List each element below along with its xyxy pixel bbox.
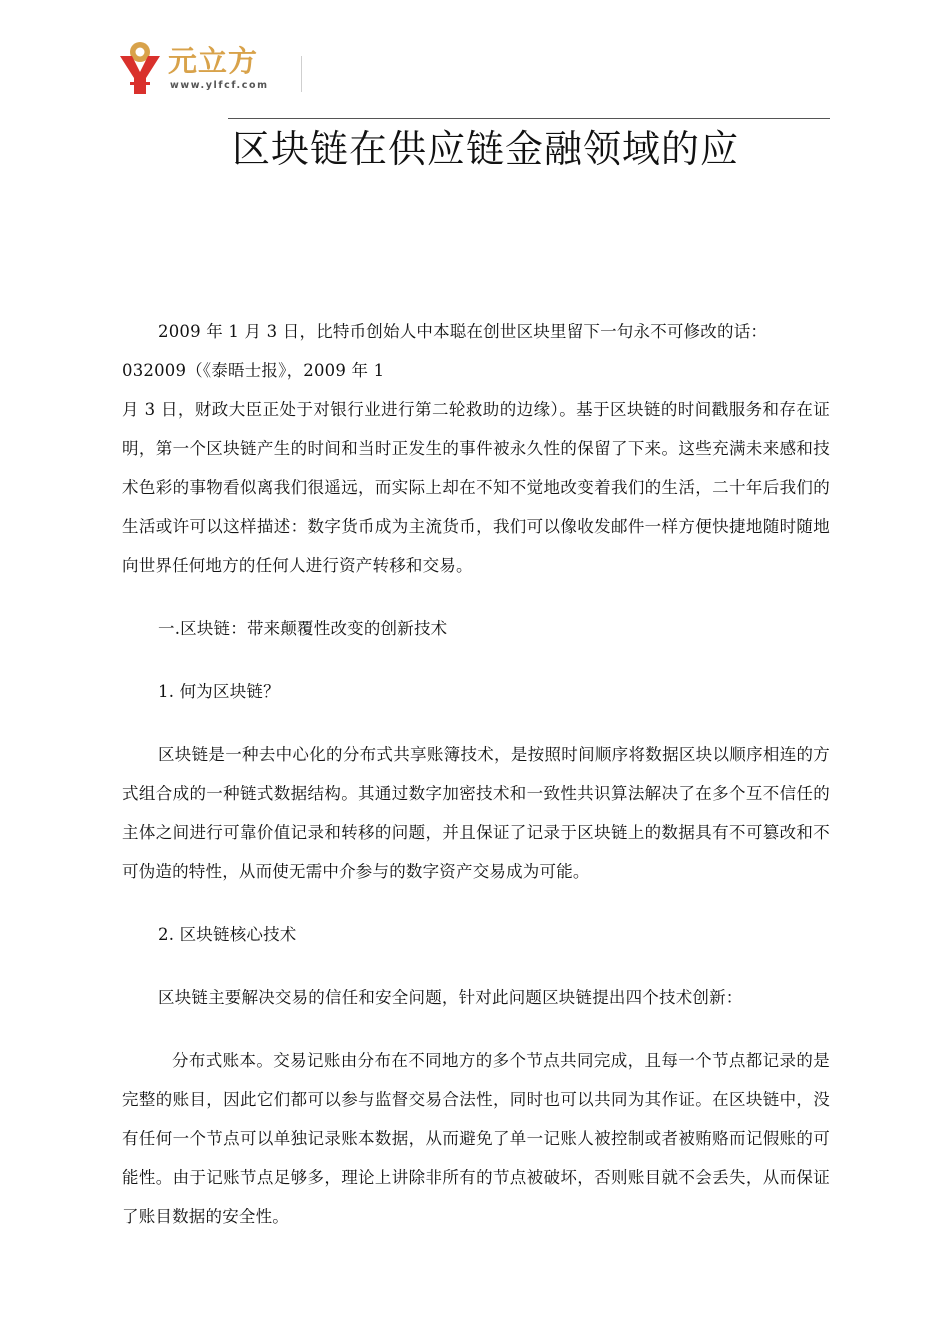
intro-line-1: 2009 年 1 月 3 日，比特币创始人中本聪在创世区块里留下一句永不可修改的话：: [158, 322, 768, 341]
blockchain-definition-paragraph: 区块链是一种去中心化的分布式共享账簿技术，是按照时间顺序将数据区块以顺序相连的方式组合成的一种链式数据结构。其通过数字加密技术和一致性共识算法解决了在多个互不信任的主体之间进行可靠价值记录和转移的问题，并且保证了记录于区块链上的数据具有不可篡改和不可伪造的特性，从而使无需中介参与的数字资产交易成为可能。: [122, 745, 830, 881]
intro-line-2: 032009（《泰晤士报》，2009 年 1: [122, 361, 385, 380]
header-divider: [301, 56, 302, 92]
brand-name: 元立方: [168, 44, 259, 78]
page-header: [118, 38, 318, 100]
intro-line-rest: 月 3 日，财政大臣正处于对银行业进行第二轮救助的边缘）。基于区块链的时间戳服务和存在证明，第一个区块链产生的时间和当时正发生的事件被永久性的保留了下来。这些充满未来感和技术色彩的事物看似离我们很遥远，而实际上却在不知不觉地改变着我们的生活，二十年后我们的生活或许可以这样描述：数字货币成为主流货币，我们可以像收发邮件一样方便快捷地随时随地向世界任何地方的任何人进行资产转移和交易。: [122, 400, 830, 575]
document-body: [122, 312, 830, 1236]
brand-logo-icon: [118, 38, 162, 96]
subsection-heading-2: 2. 区块链核心技术: [158, 925, 297, 944]
section-heading-1: 一.区块链：带来颠覆性改变的创新技术: [158, 619, 448, 638]
distributed-ledger-paragraph: 分布式账本。交易记账由分布在不同地方的多个节点共同完成，且每一个节点都记录的是完整的账目，因此它们都可以参与监督交易合法性，同时也可以共同为其作证。在区块链中，没有任何一个节点可以单独记录账本数据，从而避免了单一记账人被控制或者被贿赂而记假账的可能性。由于记账节点足够多，理论上讲除非所有的节点被破坏，否则账目就不会丢失，从而保证了账目数据的安全性。: [122, 1051, 830, 1226]
intro-paragraph: [122, 312, 830, 585]
brand-url: www.ylfcf.com: [170, 80, 269, 91]
subsection-heading-1: 1. 何为区块链？: [158, 682, 280, 701]
document-title: 区块链在供应链金融领域的应: [232, 127, 740, 171]
title-rule: [228, 118, 830, 119]
core-tech-intro-paragraph: 区块链主要解决交易的信任和安全问题，针对此问题区块链提出四个技术创新：: [158, 988, 743, 1007]
